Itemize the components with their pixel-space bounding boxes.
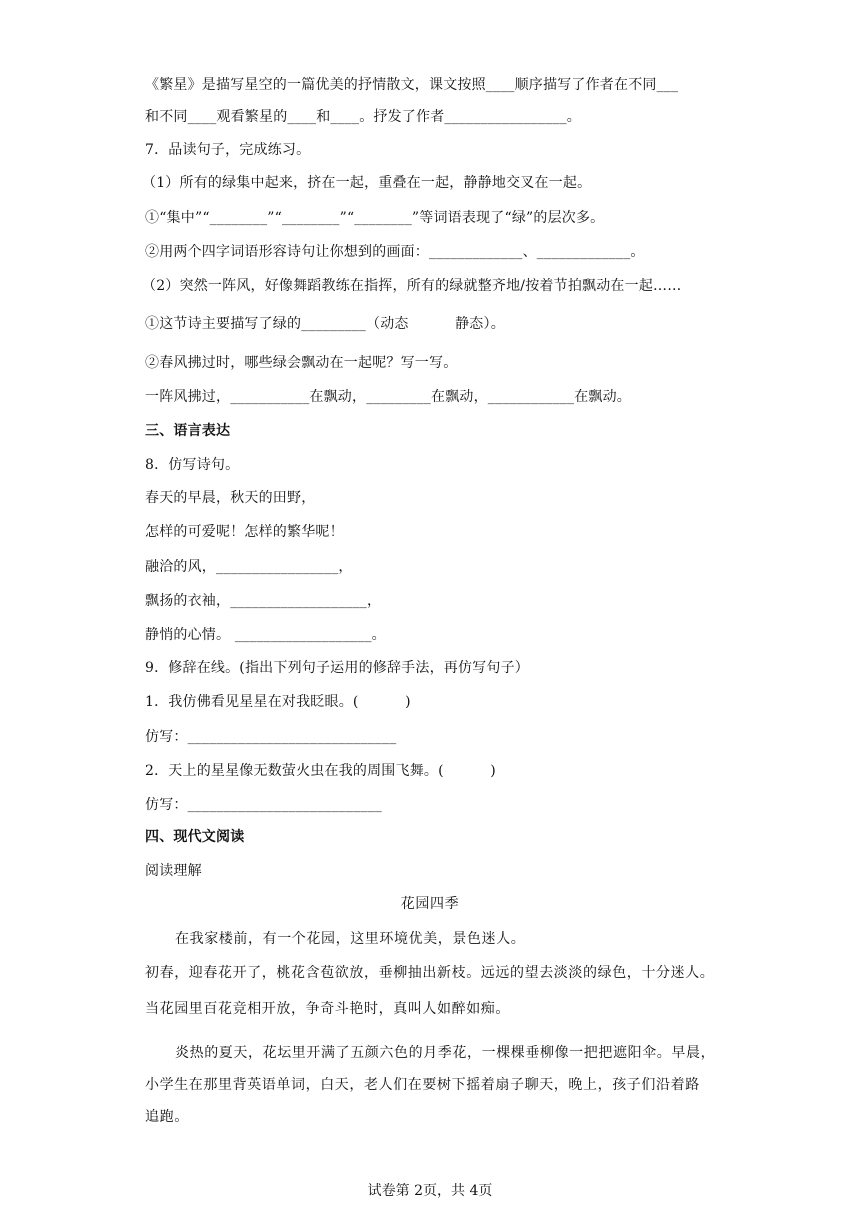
- q9-title: 9．修辞在线。(指出下列句子运用的修辞手法，再仿写句子）: [145, 660, 529, 676]
- passage-paragraph-2: 初春，迎春花开了，桃花含苞欲放，垂柳抽出新枝。远远的望去淡淡的绿色，十分迷人。: [145, 965, 715, 981]
- q9-imitate-1: 仿写：_____________________________: [145, 729, 397, 745]
- q7-part2-fill-line: 一阵风拂过，___________在飘动，_________在飘动，____________在飘动。: [145, 389, 631, 405]
- q9-sentence-1: 1．我仿佛看见星星在对我眨眼。( ): [145, 694, 411, 710]
- q7-part1-question-a: ①“集中”“________”“________”“________”等词语表现了“绿”的层次多。: [145, 210, 605, 226]
- q8-poem-line-2: 怎样的可爱呢！怎样的繁华呢！: [145, 524, 344, 540]
- section-4-heading: 四、现代文阅读: [145, 829, 245, 845]
- q7-part1-question-b: ②用两个四字词语形容诗句让你想到的画面：_____________、_____________。: [145, 244, 645, 260]
- q7-title: 7．品读句子，完成练习。: [145, 142, 311, 158]
- section-3-heading: 三、语言表达: [145, 423, 231, 439]
- page-footer: 试卷第 2页，共 4页: [367, 1183, 493, 1199]
- q9-imitate-2: 仿写：___________________________: [145, 797, 382, 813]
- passage-paragraph-3: 当花园里百花竞相开放，争奇斗艳时，真叫人如醉如痴。: [145, 1001, 510, 1017]
- reading-subheading: 阅读理解: [145, 863, 202, 879]
- passage-paragraph-4-line-3: 追跑。: [145, 1109, 189, 1125]
- q8-title: 8．仿写诗句。: [145, 457, 240, 473]
- q6-line-1: 《繁星》是描写星空的一篇优美的抒情散文，课文按照____顺序描写了作者在不同___: [145, 77, 679, 93]
- q7-part1-sentence: （1）所有的绿集中起来，挤在一起，重叠在一起，静静地交叉在一起。: [142, 175, 592, 191]
- passage-paragraph-4-line-2: 小学生在那里背英语单词，白天，老人们在要树下摇着扇子聊天，晚上，孩子们沿着路: [145, 1077, 700, 1093]
- passage-title: 花园四季: [400, 896, 460, 912]
- q7-part2-question-b: ②春风拂过时，哪些绿会飘动在一起呢？写一写。: [145, 355, 458, 371]
- passage-paragraph-4-line-1: 炎热的夏天，花坛里开满了五颜六色的月季花，一棵棵垂柳像一把把遮阳伞。早晨，: [175, 1045, 716, 1061]
- q8-fill-line-1: 融洽的风，_________________，: [145, 559, 353, 575]
- q8-fill-line-3: 静悄的心情。 ___________________。: [145, 627, 386, 643]
- q7-part2-question-a: ①这节诗主要描写了绿的_________（动态 静态）。: [145, 316, 505, 332]
- q9-sentence-2: 2．天上的星星像无数萤火虫在我的周围飞舞。( ): [145, 763, 496, 779]
- q6-line-2: 和不同____观看繁星的____和____。抒发了作者_________________。: [145, 109, 581, 125]
- q7-part2-sentence: （2）突然一阵风，好像舞蹈教练在指挥，所有的绿就整齐地/按着节拍飘动在一起……: [142, 278, 682, 294]
- q8-poem-line-1: 春天的早晨，秋天的田野，: [145, 490, 316, 506]
- passage-paragraph-1: 在我家楼前，有一个花园，这里环境优美，景色迷人。: [175, 931, 526, 947]
- q8-fill-line-2: 飘扬的衣袖，___________________，: [145, 593, 382, 609]
